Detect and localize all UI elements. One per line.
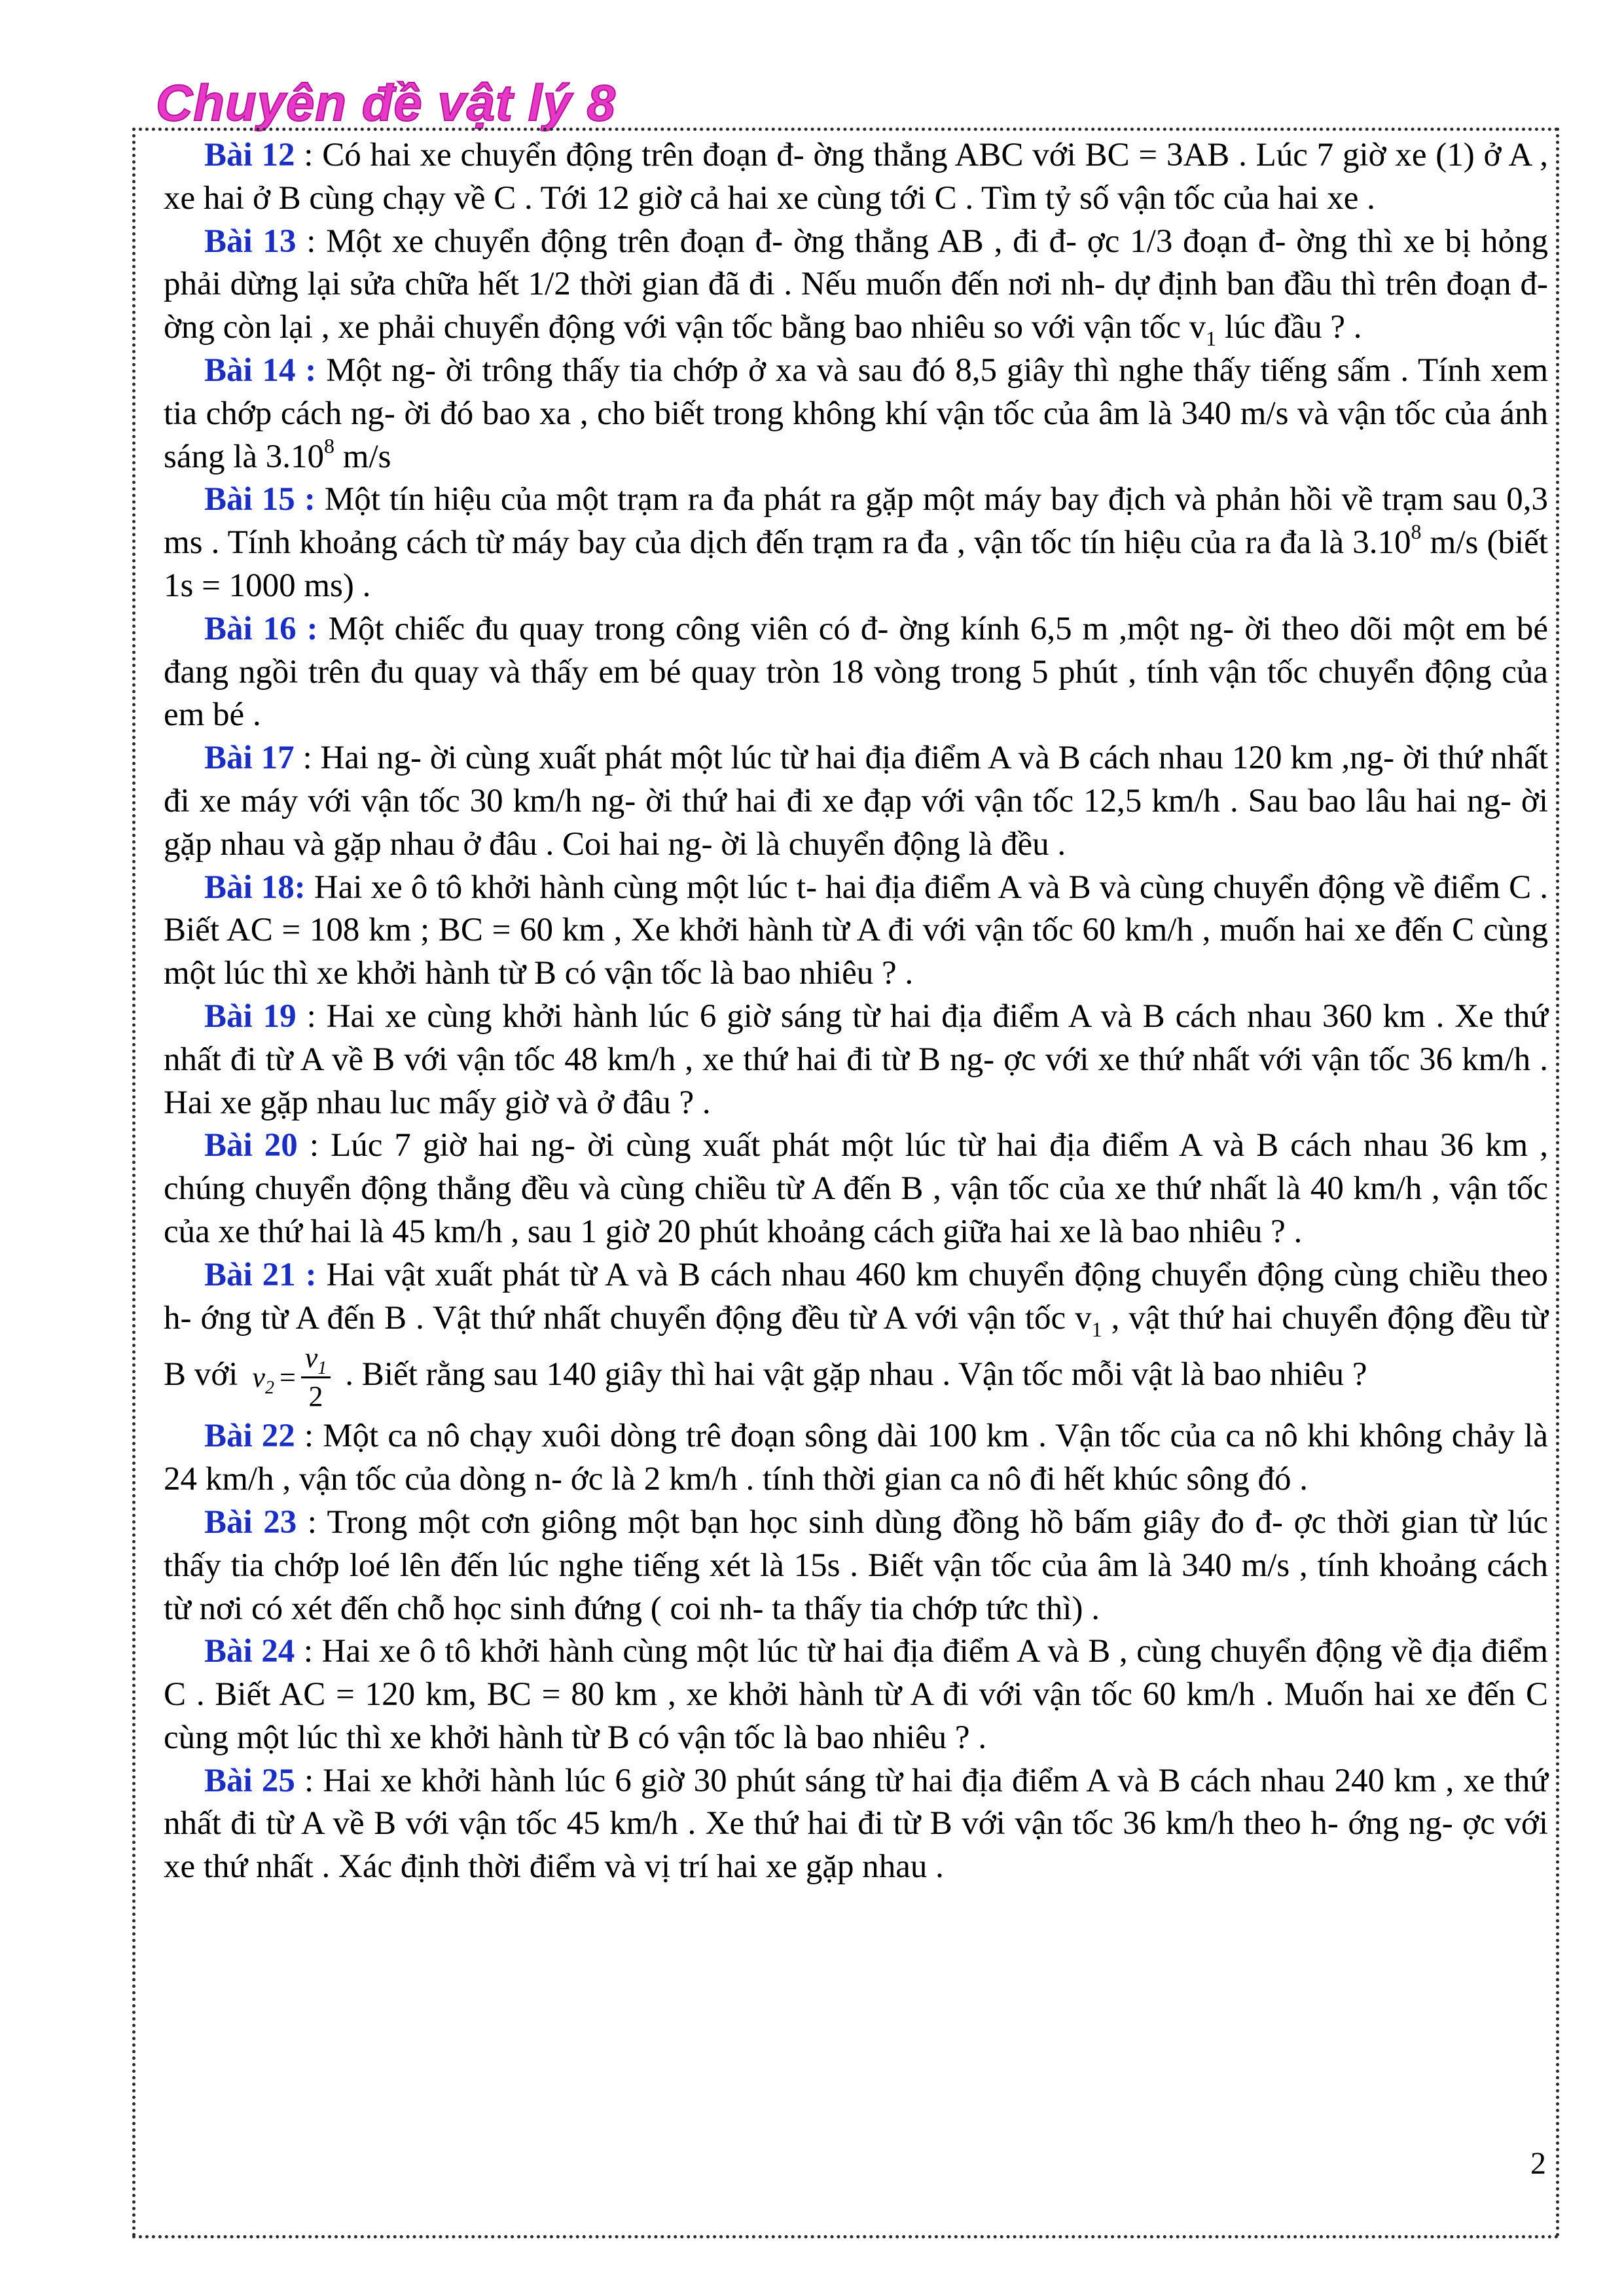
formula-equals: =: [279, 1361, 296, 1393]
problem-text: : Hai xe cùng khởi hành lúc 6 giờ sáng từ hai địa điểm A và B cách nhau 360 km . Xe thứ nhất đi từ A về B với vận tốc 48 km/h , xe thứ hai đi từ B ng- ợc với xe thứ nhất với vận tốc 36 km/h . Hai xe gặp nhau luc mấy giờ và ở đâu ? .: [164, 997, 1549, 1121]
problem-text-continued: lúc đầu ? .: [1216, 309, 1362, 346]
problem-text-end: . Biết rằng sau 140 giây thì hai vật gặp nhau . Vận tốc mỗi vật là bao nhiêu ?: [345, 1356, 1367, 1393]
problem-label: Bài 15 :: [204, 481, 316, 518]
problem-14: [164, 350, 1548, 478]
problem-text: : Một xe chuyển động trên đoạn đ- ờng thẳng AB , đi đ- ợc 1/3 đoạn đ- ờng thì xe bị hỏng phải dừng lại sửa chữa hết 1/2 thời gian đã đi . Nếu muốn đến nơi nh- dự định ban đầu thì trên đoạn đ- ờng còn lại , xe phải chuyển động với vận tốc bằng bao nhiêu so với vận tốc v: [164, 223, 1548, 346]
problem-label: Bài 24: [204, 1633, 295, 1670]
problem-13: [164, 221, 1548, 350]
problem-label: Bài 23: [204, 1503, 297, 1541]
problem-text-continued: m/s: [334, 438, 391, 475]
problem-label: Bài 21 :: [204, 1256, 317, 1293]
problem-label: Bài 22: [204, 1418, 295, 1455]
problem-label: Bài 20: [204, 1127, 298, 1164]
problem-label: Bài 14 :: [204, 351, 317, 389]
problem-17: [164, 737, 1548, 866]
problem-20: [164, 1124, 1548, 1253]
problem-label: Bài 13: [204, 223, 297, 260]
problem-label: Bài 16 :: [204, 610, 318, 647]
problem-22: [164, 1415, 1548, 1501]
velocity-formula: [252, 1340, 331, 1415]
problem-text-continued: , vật thứ hai chuyển động đều từ B với: [164, 1299, 1548, 1393]
page-number: 2: [1530, 2146, 1546, 2181]
problem-text: : Trong một cơn giông một bạn học sinh dùng đồng hồ bấm giây đo đ- ợc thời gian từ lúc thấy tia chớp loé lên đến lúc nghe tiếng xét là 15s . Biết vận tốc của âm là 340 m/s , tính khoảng cách từ nơi có xét đến chỗ học sinh đứng ( coi nh- ta thấy tia chớp tức thì) .: [164, 1503, 1549, 1627]
exponent: 8: [324, 433, 335, 457]
problem-text: : Hai xe ô tô khởi hành cùng một lúc từ hai địa điểm A và B , cùng chuyển động về địa điểm C . Biết AC = 120 km, BC = 80 km , xe khởi hành từ A đi với vận tốc 60 km/h . Muốn hai xe đến C cùng một lúc thì xe khởi hành từ B có vận tốc là bao nhiêu ? .: [164, 1633, 1548, 1756]
problem-18: [164, 867, 1548, 996]
problem-text: Một ng- ời trông thấy tia chớp ở xa và sau đó 8,5 giây thì nghe thấy tiếng sấm . Tính xem tia chớp cách ng- ời đó bao xa , cho biết trong không khí vận tốc của âm là 340 m/s và vận tốc của ánh sáng là 3.10: [164, 351, 1548, 475]
problem-12: [164, 134, 1548, 221]
problem-text: : Một ca nô chạy xuôi dòng trê đoạn sông dài 100 km . Vận tốc của ca nô khi không chảy là 24 km/h , vận tốc của dòng n- ớc là 2 km/h . tính thời gian ca nô đi hết khúc sông đó .: [164, 1418, 1549, 1498]
problem-list: [164, 134, 1548, 1889]
problem-text: Hai xe ô tô khởi hành cùng một lúc t- hai địa điểm A và B và cùng chuyển động về điểm C . Biết AC = 108 km ; BC = 60 km , Xe khởi hành từ A đi với vận tốc 60 km/h , muốn hai xe đến C cùng một lúc thì xe khởi hành từ B có vận tốc là bao nhiêu ? .: [164, 869, 1549, 992]
problem-label: Bài 17: [204, 740, 295, 777]
problem-text: : Lúc 7 giờ hai ng- ời cùng xuất phát một lúc từ hai địa điểm A và B cách nhau 36 km , chúng chuyển động thẳng đều và cùng chiều từ A đến B , vận tốc của xe thứ nhất là 40 km/h , vận tốc của xe thứ hai là 45 km/h , sau 1 giờ 20 phút khoảng cách giữa hai xe là bao nhiêu ? .: [164, 1127, 1549, 1250]
problem-21: [164, 1254, 1548, 1416]
subscript: 1: [1091, 1317, 1102, 1341]
problem-15: [164, 478, 1548, 607]
problem-text-continued: m/s (biết 1s = 1000 ms) .: [164, 524, 1548, 604]
document-header-title: Chuyên đề vật lý 8: [156, 74, 616, 132]
exponent: 8: [1411, 520, 1422, 544]
problem-label: Bài 19: [204, 997, 297, 1035]
problem-text: : Hai xe khởi hành lúc 6 giờ 30 phút sáng từ hai địa điểm A và B cách nhau 240 km , xe thứ nhất đi từ A về B với vận tốc 45 km/h . Xe thứ hai đi từ B với vận tốc 36 km/h theo h- ớng ng- ợc với xe thứ nhất . Xác định thời điểm và vị trí hai xe gặp nhau .: [164, 1762, 1549, 1886]
problem-19: [164, 996, 1548, 1124]
formula-lhs: $v_2$: [252, 1361, 274, 1398]
problem-25: [164, 1760, 1548, 1889]
problem-label: Bài 12: [204, 137, 295, 173]
formula-fraction: [301, 1340, 331, 1415]
problem-text: : Hai ng- ời cùng xuất phát một lúc từ hai địa điểm A và B cách nhau 120 km ,ng- ời thứ nhất đi xe máy với vận tốc 30 km/h ng- ời thứ hai đi xe đạp với vận tốc 12,5 km/h . Sau bao lâu hai ng- ời gặp nhau và gặp nhau ở đâu . Coi hai ng- ời là chuyển động là đều .: [164, 740, 1549, 863]
subscript: 1: [1206, 327, 1217, 351]
problem-24: [164, 1630, 1548, 1759]
formula-numerator: $v_1$: [301, 1340, 331, 1378]
problem-label: Bài 25: [204, 1762, 295, 1799]
problem-text: Một chiếc đu quay trong công viên có đ- ờng kính 6,5 m ,một ng- ời theo dõi một em bé đang ngồi trên đu quay và thấy em bé quay tròn 18 vòng trong 5 phút , tính vận tốc chuyển động của em bé .: [164, 610, 1548, 734]
problem-label: Bài 18:: [204, 869, 306, 906]
problem-text: : Có hai xe chuyển động trên đoạn đ- ờng thẳng ABC với BC = 3AB . Lúc 7 giờ xe (1) ở A , xe hai ở B cùng chạy về C . Tới 12 giờ cả hai xe cùng tới C . Tìm tỷ số vận tốc của hai xe .: [164, 137, 1548, 217]
formula-denominator: 2: [308, 1380, 323, 1413]
problem-16: [164, 608, 1548, 737]
problem-23: [164, 1501, 1548, 1630]
problem-text: Hai vật xuất phát từ A và B cách nhau 460 km chuyển động chuyển động cùng chiều theo h- ớng từ A đến B . Vật thứ nhất chuyển động đều từ A với vận tốc v: [164, 1256, 1548, 1336]
problem-text: Một tín hiệu của một trạm ra đa phát ra gặp một máy bay địch và phản hồi về trạm sau 0,3 ms . Tính khoảng cách từ máy bay của dịch đến trạm ra đa , vận tốc tín hiệu của ra đa là 3.10: [164, 481, 1549, 562]
